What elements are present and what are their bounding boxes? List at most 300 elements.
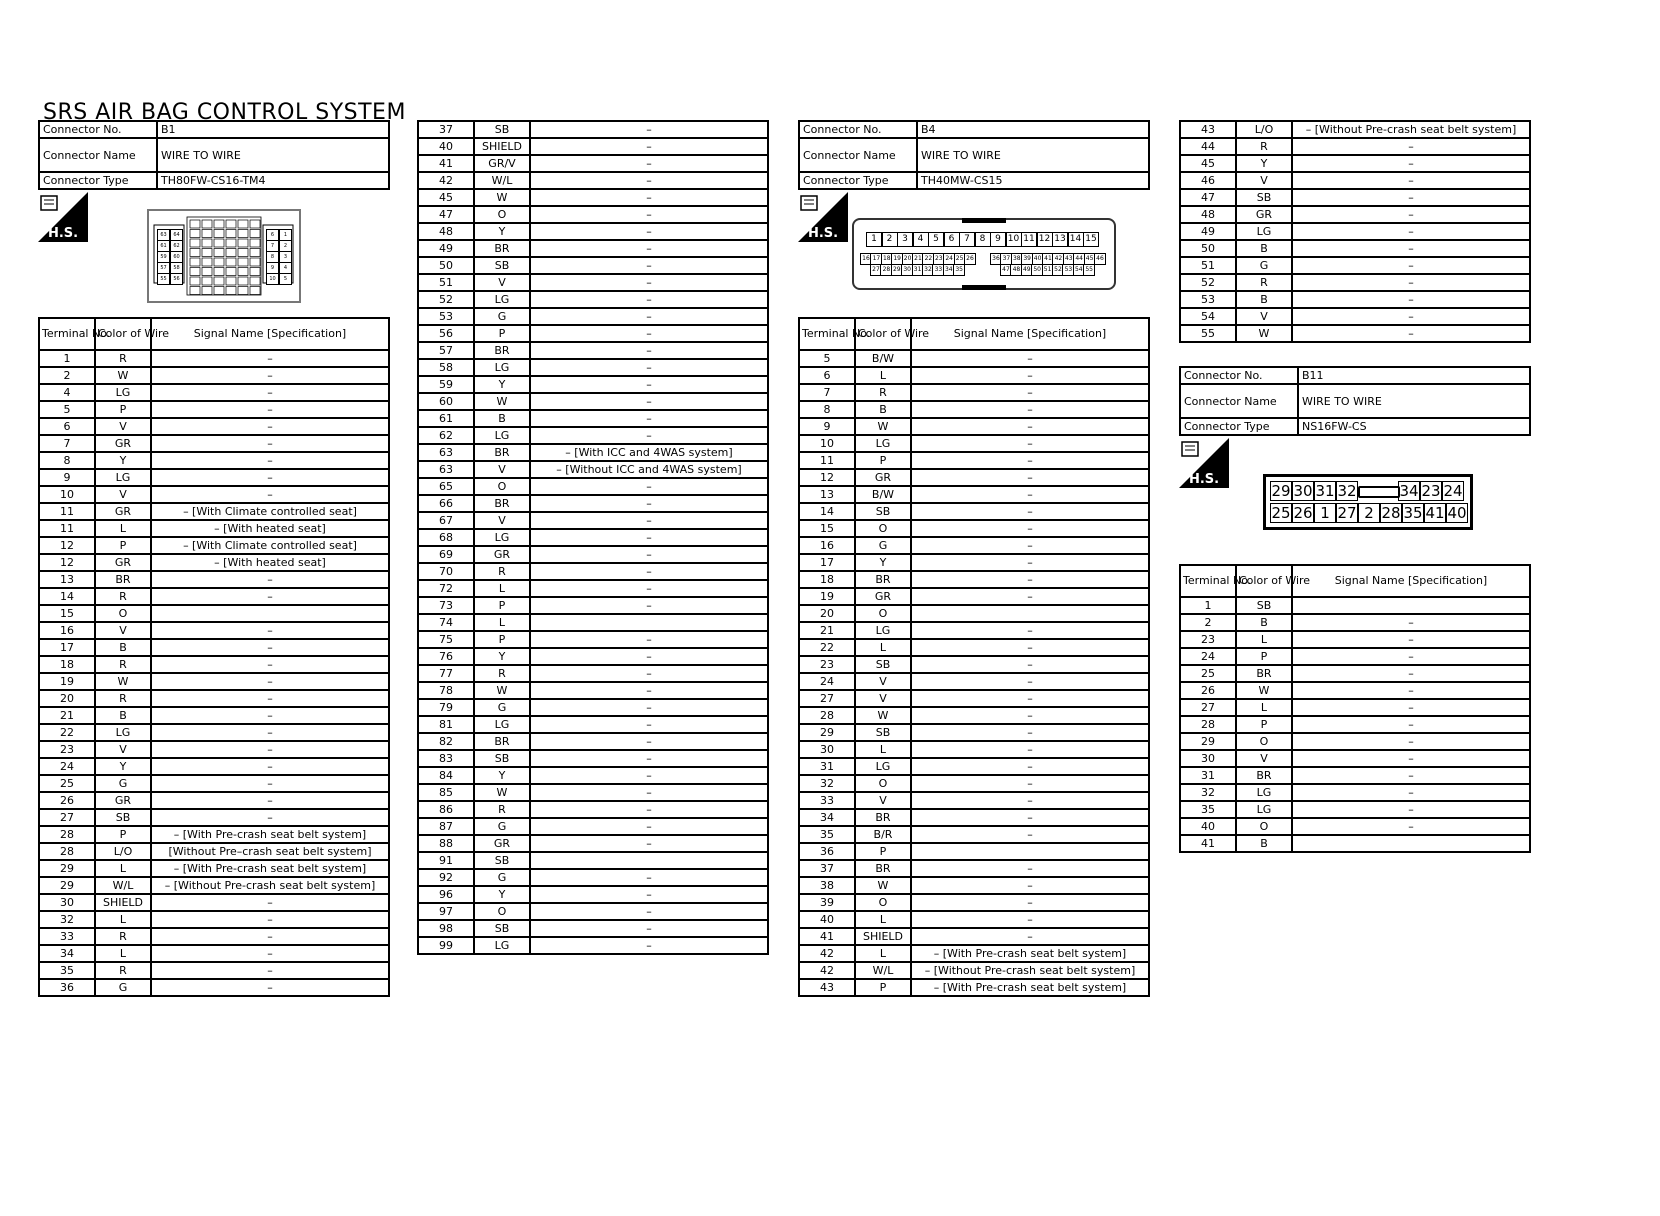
wire-color-cell: LG (474, 529, 530, 546)
col-signal-name: Signal Name [Specification] (151, 318, 389, 350)
connector-pin: 7 (959, 232, 975, 247)
connector-pin-cavity (190, 239, 200, 247)
wire-color-cell: BR (95, 571, 151, 588)
label-connector-no: Connector No. (39, 121, 157, 138)
signal-name-cell: – (1292, 716, 1530, 733)
signal-name-cell: – (151, 418, 389, 435)
wire-color-cell: W/L (474, 172, 530, 189)
label-connector-type: Connector Type (39, 172, 157, 189)
connector-pin: 27 (1337, 504, 1357, 522)
signal-name-cell: – (151, 452, 389, 469)
connector-pin: 10 (1006, 232, 1022, 247)
connector-pin: 57 (157, 262, 170, 274)
table-row (39, 962, 389, 979)
signal-name-cell: – (530, 699, 768, 716)
table-row (418, 495, 768, 512)
signal-name-cell: – (530, 801, 768, 818)
table-row (1180, 206, 1530, 223)
terminal-no-cell: 60 (418, 393, 474, 410)
wire-color-cell: P (855, 843, 911, 860)
terminal-no-cell: 82 (418, 733, 474, 750)
wire-color-cell: G (474, 308, 530, 325)
signal-name-cell: – (530, 223, 768, 240)
terminal-no-cell: 12 (39, 537, 95, 554)
table-row (799, 826, 1149, 843)
terminal-no-cell: 92 (418, 869, 474, 886)
terminal-no-cell: 9 (799, 418, 855, 435)
table-row (1180, 631, 1530, 648)
wire-color-cell: SB (474, 257, 530, 274)
signal-name-cell: – (1292, 699, 1530, 716)
signal-name-cell: – (911, 724, 1149, 741)
table-row (799, 588, 1149, 605)
table-row (39, 639, 389, 656)
wire-color-cell: SB (474, 920, 530, 937)
connector-pin-cavity (226, 230, 236, 238)
wire-color-cell: L (95, 911, 151, 928)
wire-color-cell: SB (95, 809, 151, 826)
connector-pin-cavity (214, 249, 224, 257)
signal-name-cell: – (530, 886, 768, 903)
table-row (39, 758, 389, 775)
table-row (1180, 325, 1530, 342)
signal-name-cell: – (911, 877, 1149, 894)
terminal-no-cell: 70 (418, 563, 474, 580)
connector-pin: 51 (1042, 264, 1054, 276)
wire-color-cell: SB (474, 750, 530, 767)
wire-color-cell: O (474, 478, 530, 495)
signal-name-cell: – (151, 741, 389, 758)
connector-pin: 56 (170, 273, 183, 285)
terminal-no-cell: 33 (39, 928, 95, 945)
wire-color-cell: R (95, 690, 151, 707)
terminal-no-cell: 58 (418, 359, 474, 376)
connector-pin: 16 (860, 253, 872, 265)
table-row (418, 767, 768, 784)
signal-name-cell: – (911, 792, 1149, 809)
wire-color-cell: B (1236, 835, 1292, 852)
terminal-no-cell: 35 (1180, 801, 1236, 818)
wire-color-cell: LG (855, 622, 911, 639)
terminal-no-cell: 98 (418, 920, 474, 937)
terminal-no-cell: 77 (418, 665, 474, 682)
table-row (1180, 597, 1530, 614)
wire-color-cell: G (95, 979, 151, 996)
connector-pin: 62 (170, 240, 183, 252)
signal-name-cell: – (1292, 206, 1530, 223)
signal-name-cell: – (911, 452, 1149, 469)
table-row (418, 937, 768, 954)
table-row (799, 656, 1149, 673)
connector-pin-cavity (250, 239, 260, 247)
connector-pin: 3 (897, 232, 913, 247)
terminal-no-cell: 72 (418, 580, 474, 597)
terminal-no-cell: 8 (39, 452, 95, 469)
table-row (39, 673, 389, 690)
connector-pin: 6 (266, 229, 279, 241)
wire-color-cell: GR (855, 588, 911, 605)
wire-color-cell: Y (474, 376, 530, 393)
signal-name-cell: – (911, 435, 1149, 452)
wire-color-cell: B (855, 401, 911, 418)
terminal-no-cell: 32 (39, 911, 95, 928)
terminal-no-cell: 19 (799, 588, 855, 605)
connector-pin: 36 (990, 253, 1002, 265)
table-row (799, 690, 1149, 707)
wire-color-cell: B (474, 410, 530, 427)
connector-name-value: WIRE TO WIRE (157, 138, 389, 172)
terminal-no-cell: 27 (1180, 699, 1236, 716)
signal-name-cell: – (530, 257, 768, 274)
signal-name-cell (530, 614, 768, 631)
terminal-no-cell: 85 (418, 784, 474, 801)
wire-color-cell: V (95, 622, 151, 639)
terminal-no-cell: 52 (1180, 274, 1236, 291)
signal-name-cell: – [Without Pre-crash seat belt system] (911, 962, 1149, 979)
terminal-no-cell: 5 (799, 350, 855, 367)
connector-no-value: B4 (917, 121, 1149, 138)
signal-name-cell: – (530, 206, 768, 223)
table-row (1180, 733, 1530, 750)
signal-name-cell: – [With ICC and 4WAS system] (530, 444, 768, 461)
signal-name-cell: – (530, 121, 768, 138)
connector-b4-header (798, 120, 1150, 190)
connector-pin: 42 (1052, 253, 1064, 265)
connector-pin: 3 (279, 251, 292, 263)
wire-color-cell: G (1236, 257, 1292, 274)
terminal-no-cell: 8 (799, 401, 855, 418)
connector-b1-face (147, 209, 301, 303)
signal-name-cell: – (911, 537, 1149, 554)
table-row (39, 418, 389, 435)
wire-color-cell: L (474, 580, 530, 597)
page-title: SRS AIR BAG CONTROL SYSTEM (43, 100, 406, 125)
terminal-no-cell: 99 (418, 937, 474, 954)
label-connector-name: Connector Name (39, 138, 157, 172)
terminal-no-cell: 25 (39, 775, 95, 792)
table-row (39, 656, 389, 673)
connector-no-value: B11 (1298, 367, 1530, 384)
signal-name-cell: – (911, 554, 1149, 571)
signal-name-cell: – (911, 520, 1149, 537)
signal-name-cell: – (530, 648, 768, 665)
terminal-no-cell: 84 (418, 767, 474, 784)
wire-color-cell: L/O (95, 843, 151, 860)
signal-name-cell: – (911, 622, 1149, 639)
table-row (1180, 716, 1530, 733)
terminal-no-cell: 6 (799, 367, 855, 384)
terminal-no-cell: 37 (418, 121, 474, 138)
table-row (39, 503, 389, 520)
connector-pin: 32 (1337, 482, 1357, 500)
connector-keyway (1358, 486, 1400, 498)
table-row (418, 257, 768, 274)
wire-color-cell: B (1236, 240, 1292, 257)
connector-pin-cavity (250, 287, 260, 295)
signal-name-cell: – (911, 656, 1149, 673)
wire-color-cell: L (1236, 699, 1292, 716)
table-row (799, 724, 1149, 741)
col-terminal-no: Terminal No. (799, 318, 855, 350)
signal-name-cell: – (911, 690, 1149, 707)
table-row (39, 469, 389, 486)
table-row (418, 138, 768, 155)
connector-pin-cavity (238, 249, 248, 257)
terminal-no-cell: 47 (418, 206, 474, 223)
terminal-no-cell: 15 (39, 605, 95, 622)
wire-color-cell: GR (474, 835, 530, 852)
terminal-no-cell: 11 (799, 452, 855, 469)
signal-name-cell: – (911, 707, 1149, 724)
wire-color-cell: R (95, 656, 151, 673)
signal-name-cell: – (1292, 291, 1530, 308)
terminal-no-cell: 30 (799, 741, 855, 758)
terminal-no-cell: 14 (799, 503, 855, 520)
connector-pin: 1 (279, 229, 292, 241)
table-row (418, 291, 768, 308)
signal-name-cell: – (530, 767, 768, 784)
terminal-no-cell: 25 (1180, 665, 1236, 682)
table-row (418, 325, 768, 342)
table-row (418, 597, 768, 614)
connector-pin: 25 (954, 253, 966, 265)
connector-pin: 59 (157, 251, 170, 263)
signal-name-cell: – (530, 325, 768, 342)
table-row (418, 376, 768, 393)
terminal-no-cell: 81 (418, 716, 474, 733)
terminal-no-cell: 42 (799, 945, 855, 962)
terminal-no-cell: 30 (39, 894, 95, 911)
hs-label: H.S. (1188, 472, 1220, 487)
wire-color-cell: Y (474, 886, 530, 903)
wire-color-cell: L (95, 860, 151, 877)
wire-color-cell: SHIELD (855, 928, 911, 945)
terminal-no-cell: 44 (1180, 138, 1236, 155)
terminal-no-cell: 40 (1180, 818, 1236, 835)
signal-name-cell: [Without Pre–crash seat belt system] (151, 843, 389, 860)
terminal-no-cell: 75 (418, 631, 474, 648)
table-row (39, 741, 389, 758)
table-row (418, 801, 768, 818)
connector-pin-cavity (238, 258, 248, 266)
table-row (418, 682, 768, 699)
terminal-no-cell: 29 (1180, 733, 1236, 750)
signal-name-cell: – (911, 758, 1149, 775)
terminal-no-cell: 24 (1180, 648, 1236, 665)
terminal-no-cell: 41 (1180, 835, 1236, 852)
wire-color-cell: W (1236, 682, 1292, 699)
connector-pin-cavity (214, 230, 224, 238)
connector-pin: 8 (266, 251, 279, 263)
connector-pin: 44 (1073, 253, 1085, 265)
table-row (418, 240, 768, 257)
signal-name-cell (1292, 597, 1530, 614)
connector-pin-cavity (226, 268, 236, 276)
signal-name-cell: – (151, 809, 389, 826)
connector-pin-cavity (190, 258, 200, 266)
wire-color-cell: SHIELD (95, 894, 151, 911)
signal-name-cell: – (1292, 614, 1530, 631)
wire-color-cell: V (1236, 172, 1292, 189)
terminal-no-cell: 18 (799, 571, 855, 588)
wire-color-cell: P (1236, 716, 1292, 733)
table-row (418, 665, 768, 682)
terminal-no-cell: 53 (1180, 291, 1236, 308)
connector-pin-cavity (190, 268, 200, 276)
wire-color-cell: LG (1236, 801, 1292, 818)
signal-name-cell: – (1292, 155, 1530, 172)
wire-color-cell: O (855, 520, 911, 537)
connector-pin: 63 (157, 229, 170, 241)
wire-color-cell: L (855, 741, 911, 758)
table-row (39, 384, 389, 401)
table-row (799, 673, 1149, 690)
connector-pin-cavity (250, 249, 260, 257)
table-row (1180, 172, 1530, 189)
terminal-no-cell: 50 (1180, 240, 1236, 257)
connector-pin-cavity (226, 287, 236, 295)
table-row (1180, 138, 1530, 155)
table-row (39, 860, 389, 877)
table-row (1180, 818, 1530, 835)
signal-name-cell: – (151, 350, 389, 367)
wire-color-cell: P (474, 631, 530, 648)
signal-name-cell: – (530, 784, 768, 801)
terminal-no-cell: 49 (1180, 223, 1236, 240)
table-row (799, 452, 1149, 469)
table-row (418, 750, 768, 767)
signal-name-cell: – (151, 775, 389, 792)
wire-color-cell: LG (1236, 784, 1292, 801)
table-row (799, 486, 1149, 503)
wire-color-cell: BR (474, 444, 530, 461)
signal-name-cell: – (530, 291, 768, 308)
connector-pin-cavity (238, 277, 248, 285)
wire-color-cell: Y (474, 223, 530, 240)
signal-name-cell: – (530, 597, 768, 614)
connector-pin-cavity (214, 258, 224, 266)
wire-color-cell: BR (855, 809, 911, 826)
wire-color-cell: SB (855, 656, 911, 673)
terminal-no-cell: 69 (418, 546, 474, 563)
terminal-no-cell: 43 (1180, 121, 1236, 138)
terminal-no-cell: 42 (418, 172, 474, 189)
terminal-no-cell: 45 (1180, 155, 1236, 172)
table-row (39, 911, 389, 928)
connector-pin-cavity (250, 220, 260, 228)
table-row (1180, 614, 1530, 631)
signal-name-cell: – (911, 469, 1149, 486)
wire-color-cell: O (855, 894, 911, 911)
wire-color-cell: LG (474, 427, 530, 444)
table-row (418, 206, 768, 223)
signal-name-cell: – (530, 342, 768, 359)
table-row (418, 631, 768, 648)
wire-color-cell: P (95, 401, 151, 418)
terminal-no-cell: 34 (799, 809, 855, 826)
wire-color-cell: O (1236, 818, 1292, 835)
terminal-no-cell: 54 (1180, 308, 1236, 325)
connector-latch (962, 218, 1006, 223)
signal-name-cell: – (1292, 274, 1530, 291)
connector-pin: 60 (170, 251, 183, 263)
signal-name-cell: – (1292, 665, 1530, 682)
table-row (39, 622, 389, 639)
table-row (39, 537, 389, 554)
terminal-no-cell: 45 (418, 189, 474, 206)
table-row (418, 648, 768, 665)
terminal-no-cell: 51 (1180, 257, 1236, 274)
hs-label: H.S. (47, 226, 79, 241)
table-row (418, 546, 768, 563)
wire-color-cell: B (95, 639, 151, 656)
signal-name-cell: – (1292, 172, 1530, 189)
signal-name-cell: – (911, 928, 1149, 945)
table-row (799, 809, 1149, 826)
table-row (39, 928, 389, 945)
terminal-no-cell: 50 (418, 257, 474, 274)
signal-name-cell: – (911, 673, 1149, 690)
table-row (799, 605, 1149, 622)
terminal-no-cell: 17 (39, 639, 95, 656)
connector-pin-cavity (238, 239, 248, 247)
connector-pin: 35 (953, 264, 965, 276)
wire-color-cell: W/L (855, 962, 911, 979)
wire-color-cell: GR (474, 546, 530, 563)
wire-color-cell: L (855, 367, 911, 384)
table-row (418, 869, 768, 886)
connector-pin-cavity (226, 258, 236, 266)
signal-name-cell: – (1292, 733, 1530, 750)
connector-pin: 32 (922, 264, 934, 276)
wire-color-cell: V (855, 673, 911, 690)
terminal-no-cell: 30 (1180, 750, 1236, 767)
table-row (1180, 257, 1530, 274)
terminal-no-cell: 28 (39, 826, 95, 843)
wire-color-cell: P (474, 325, 530, 342)
connector-pin: 7 (266, 240, 279, 252)
wire-color-cell: LG (855, 758, 911, 775)
terminal-no-cell: 27 (799, 690, 855, 707)
terminal-no-cell: 47 (1180, 189, 1236, 206)
signal-name-cell: – (151, 486, 389, 503)
table-row (418, 274, 768, 291)
connector-pin-cavity (202, 287, 212, 295)
connector-b4-face (852, 218, 1116, 290)
connector-pin-cavity (238, 268, 248, 276)
signal-name-cell (1292, 835, 1530, 852)
wire-color-cell: W (474, 393, 530, 410)
connector-pin: 14 (1068, 232, 1084, 247)
label-connector-no: Connector No. (799, 121, 917, 138)
signal-name-cell: – (530, 376, 768, 393)
connector-pin: 40 (1032, 253, 1044, 265)
table-row (1180, 121, 1530, 138)
signal-name-cell: – (911, 588, 1149, 605)
connector-pin: 2 (882, 232, 898, 247)
table-row (1180, 291, 1530, 308)
label-connector-name: Connector Name (799, 138, 917, 172)
signal-name-cell: – (911, 809, 1149, 826)
wire-color-cell: O (855, 775, 911, 792)
connector-type-value: TH40MW-CS15 (917, 172, 1149, 189)
signal-name-cell: – (1292, 240, 1530, 257)
wire-color-cell: O (95, 605, 151, 622)
signal-name-cell: – (911, 741, 1149, 758)
table-row (799, 622, 1149, 639)
connector-pin: 24 (1443, 482, 1463, 500)
terminal-no-cell: 35 (799, 826, 855, 843)
